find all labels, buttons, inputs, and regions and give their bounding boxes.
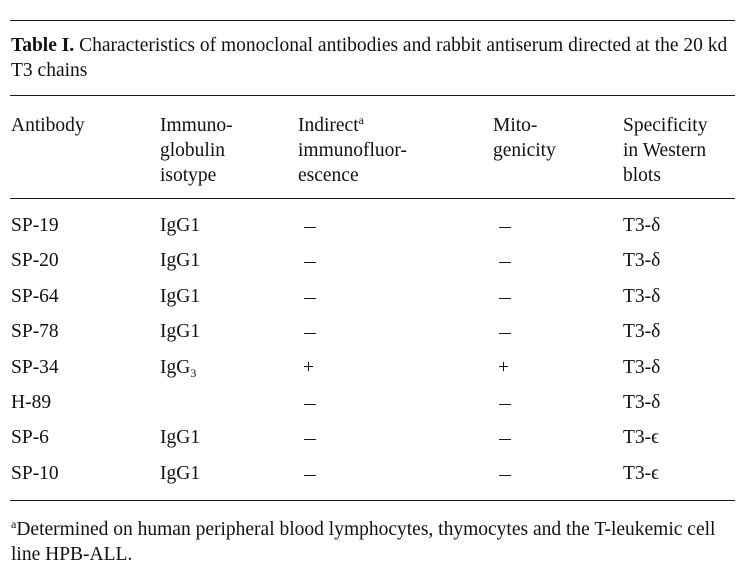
cell-antibody: H-89 [11, 392, 52, 413]
col-header-ifl-line-3: escence [298, 165, 359, 186]
cell-isotype-text: IgG1 [160, 462, 201, 484]
cell-specificity: T3-ϵ [623, 427, 660, 449]
col-header-spec-line-1: Specificity [623, 115, 708, 136]
cell-specificity: T3-δ [623, 392, 661, 413]
col-header-ifl-line-1 [298, 113, 407, 138]
cell-isotype-subscript: 3 [190, 365, 197, 380]
cell-mitogenicity-dash [499, 262, 511, 263]
cell-specificity: T3-δ [623, 215, 661, 236]
col-header-isotype-line-3: isotype [160, 165, 217, 186]
cell-antibody: SP-78 [11, 321, 59, 343]
cell-antibody: SP-10 [11, 462, 59, 484]
col-header-isotype-line-1: Immuno- [160, 115, 233, 136]
footnote-text: Determined on human peripheral blood lymphocytes, thymocytes and the T-leukemic cell line HPB-ALL. [11, 519, 716, 565]
table-label: Table I. [11, 35, 75, 56]
cell-immunofluorescence-dash [304, 262, 316, 263]
cell-isotype [160, 214, 200, 238]
table-bottom-rule [10, 500, 735, 501]
cell-antibody: SP-6 [11, 427, 49, 449]
cell-mitogenicity-dash [499, 404, 511, 405]
footnote-marker-a: a [358, 113, 364, 127]
header-bottom-rule [10, 198, 735, 199]
col-header-spec-line-2: in Western [623, 140, 707, 161]
cell-mitogenicity-dash [499, 475, 511, 476]
cell-isotype-text: IgG1 [160, 427, 201, 449]
cell-isotype [160, 320, 200, 344]
cell-isotype-text: IgG [160, 356, 191, 378]
cell-mitogenicity-dash [499, 333, 511, 334]
cell-isotype-text: IgG1 [160, 215, 201, 236]
table-footnote [11, 517, 741, 567]
cell-mitogenicity-dash [499, 227, 511, 228]
cell-antibody: SP-19 [11, 215, 59, 236]
cell-immunofluorescence-dash [304, 475, 316, 476]
cell-specificity: T3-δ [623, 250, 661, 272]
cell-immunofluorescence: + [303, 356, 314, 378]
cell-isotype-text: IgG1 [160, 250, 201, 272]
col-header-ifl-line-2: immunofluor- [298, 140, 408, 161]
cell-isotype [160, 249, 200, 273]
cell-mitogenicity: + [498, 356, 509, 378]
cell-specificity: T3-δ [623, 285, 661, 307]
cell-immunofluorescence-dash [304, 227, 316, 228]
cell-isotype-text: IgG1 [160, 321, 201, 343]
cell-antibody: SP-64 [11, 285, 59, 307]
cell-specificity: T3-δ [623, 356, 661, 378]
table-caption [11, 33, 741, 83]
cell-mitogenicity-dash [499, 439, 511, 440]
header-top-rule [10, 95, 735, 96]
top-rule [10, 20, 735, 21]
col-header-isotype [160, 113, 233, 188]
col-header-immunofluorescence [298, 113, 407, 188]
col-header-isotype-line-2: globulin [160, 140, 226, 161]
cell-isotype [160, 356, 196, 380]
cell-immunofluorescence-dash [304, 298, 316, 299]
table-title: Characteristics of monoclonal antibodies and rabbit antiserum directed at the 20 kd T3 chains [11, 35, 728, 81]
col-header-mito-line-1: Mito- [493, 115, 538, 136]
cell-immunofluorescence-dash [304, 439, 316, 440]
cell-specificity: T3-ϵ [623, 462, 660, 484]
col-header-ifl-word: Indirect [298, 115, 359, 136]
cell-specificity: T3-δ [623, 321, 661, 343]
col-header-mito-line-2: genicity [493, 140, 556, 161]
cell-mitogenicity-dash [499, 298, 511, 299]
cell-antibody: SP-34 [11, 356, 59, 378]
col-header-specificity [623, 113, 707, 188]
cell-isotype [160, 426, 200, 450]
col-header-antibody [11, 113, 85, 138]
cell-isotype [160, 462, 200, 486]
col-header-spec-line-3: blots [623, 165, 661, 186]
col-header-antibody-line: Antibody [11, 115, 85, 136]
cell-isotype-text: IgG1 [160, 285, 201, 307]
col-header-mitogenicity [493, 113, 556, 163]
cell-isotype [160, 285, 200, 309]
cell-antibody: SP-20 [11, 250, 59, 272]
cell-immunofluorescence-dash [304, 404, 316, 405]
footnote-mark: a [11, 517, 17, 531]
cell-immunofluorescence-dash [304, 333, 316, 334]
